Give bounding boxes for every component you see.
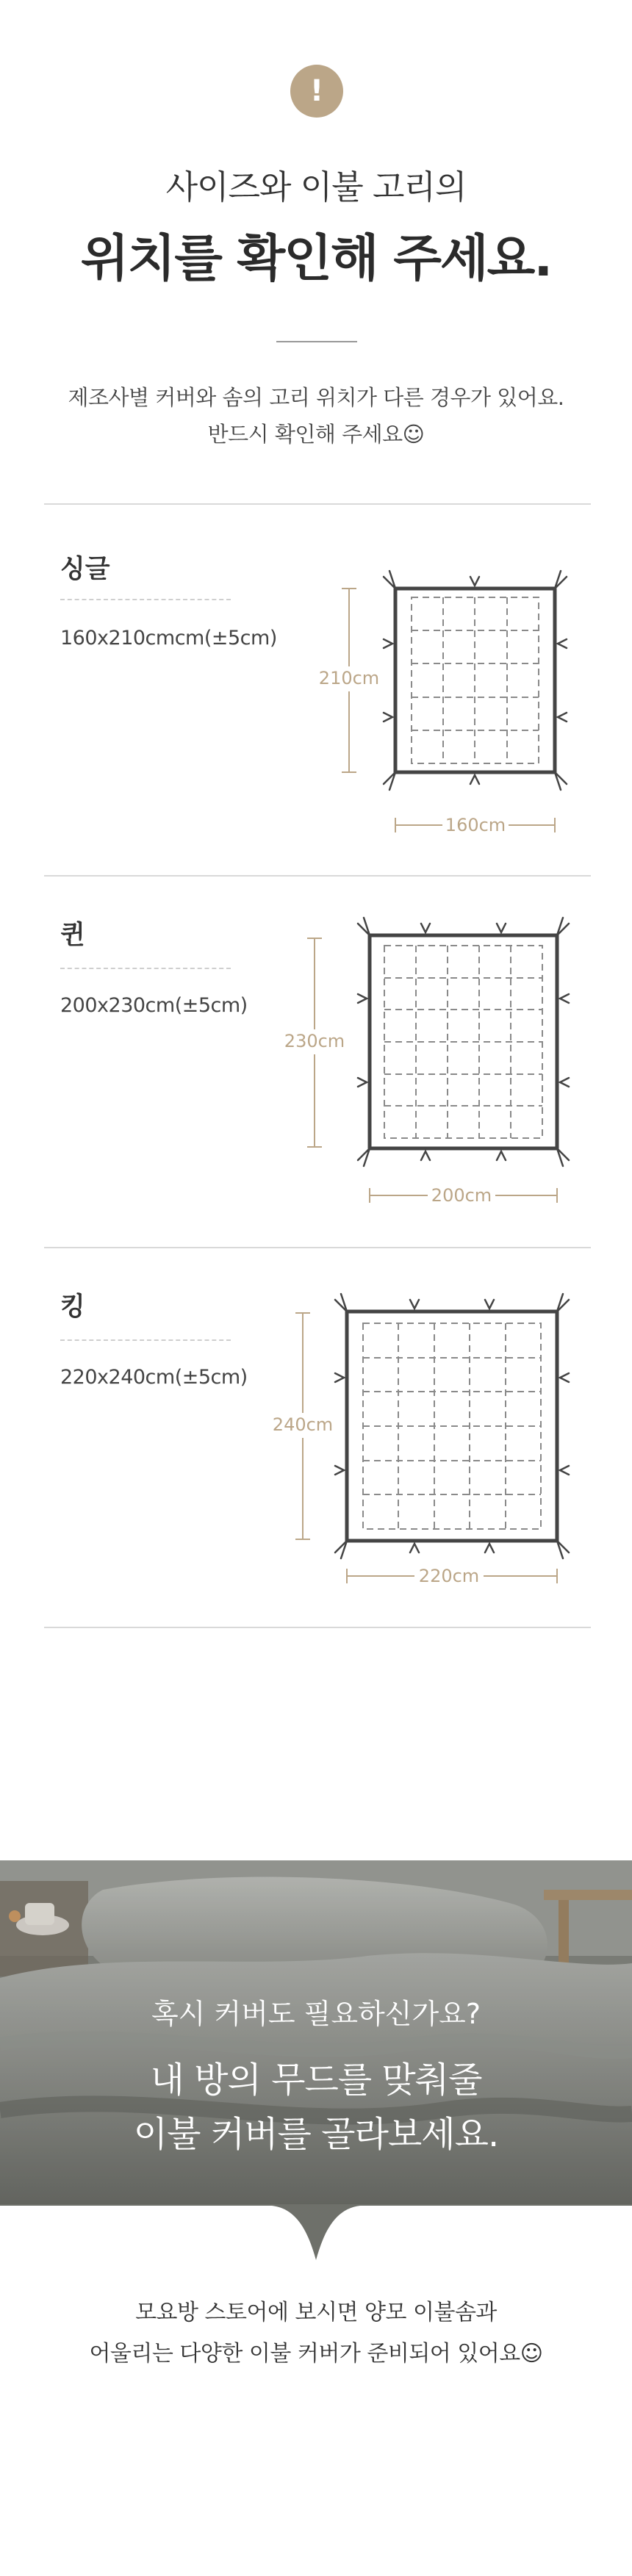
width-measure bbox=[395, 813, 555, 837]
exclamation-icon: ! bbox=[309, 74, 324, 108]
promo-headline bbox=[0, 2053, 632, 2162]
promo-banner bbox=[0, 1860, 632, 2206]
king-diagram bbox=[0, 1247, 632, 1614]
queen-diagram bbox=[0, 875, 632, 1242]
size-name: 킹 bbox=[60, 1292, 85, 1322]
footer-line-2: 어울리는 다양한 이불 커버가 준비되어 있어요☺ bbox=[89, 2341, 543, 2367]
height-measure bbox=[270, 1313, 335, 1539]
width-measure bbox=[347, 1564, 557, 1588]
blanket-grid bbox=[412, 597, 539, 763]
banner-notch bbox=[0, 2204, 632, 2263]
alert-badge bbox=[290, 65, 343, 118]
section-divider-bottom bbox=[44, 1627, 591, 1628]
height-label: 240cm bbox=[272, 1414, 334, 1435]
size-block-single bbox=[0, 503, 632, 871]
size-dimensions: 160x210cmcm(±5cm) bbox=[60, 627, 277, 650]
footer-line-1: 모요방 스토어에 보시면 양모 이불솜과 bbox=[135, 2300, 497, 2325]
footer-text bbox=[0, 2292, 632, 2375]
width-label: 160cm bbox=[445, 815, 506, 835]
width-label: 200cm bbox=[431, 1185, 492, 1206]
title-divider bbox=[276, 341, 357, 342]
height-label: 210cm bbox=[318, 668, 380, 688]
size-dimensions: 220x240cm(±5cm) bbox=[60, 1366, 248, 1389]
notice-line-2: 반드시 확인해 주세요☺ bbox=[207, 422, 425, 447]
single-diagram bbox=[0, 503, 632, 871]
width-measure bbox=[370, 1184, 557, 1207]
page-subtitle: 사이즈와 이불 고리의 bbox=[165, 168, 467, 206]
notice-description bbox=[0, 379, 632, 453]
size-name: 싱글 bbox=[60, 555, 110, 584]
page-title: 위치를 확인해 주세요. bbox=[80, 230, 552, 288]
height-measure bbox=[317, 589, 381, 772]
promo-headline-line-2: 이불 커버를 골라보세요. bbox=[133, 2114, 499, 2155]
promo-headline-line-1: 내 방의 무드를 맞춰줄 bbox=[150, 2059, 482, 2101]
width-label: 220cm bbox=[418, 1566, 480, 1586]
height-measure bbox=[283, 938, 346, 1147]
height-label: 230cm bbox=[284, 1031, 345, 1051]
size-block-king bbox=[0, 1247, 632, 1614]
notice-line-1: 제조사별 커버와 솜의 고리 위치가 다른 경우가 있어요. bbox=[68, 385, 564, 410]
blanket-grid bbox=[363, 1323, 541, 1529]
promo-question: 혹시 커버도 필요하신가요? bbox=[151, 1998, 481, 2030]
size-dimensions: 200x230cm(±5cm) bbox=[60, 994, 248, 1017]
size-name: 퀸 bbox=[60, 921, 85, 950]
blanket-grid bbox=[384, 946, 542, 1138]
size-block-queen bbox=[0, 875, 632, 1242]
